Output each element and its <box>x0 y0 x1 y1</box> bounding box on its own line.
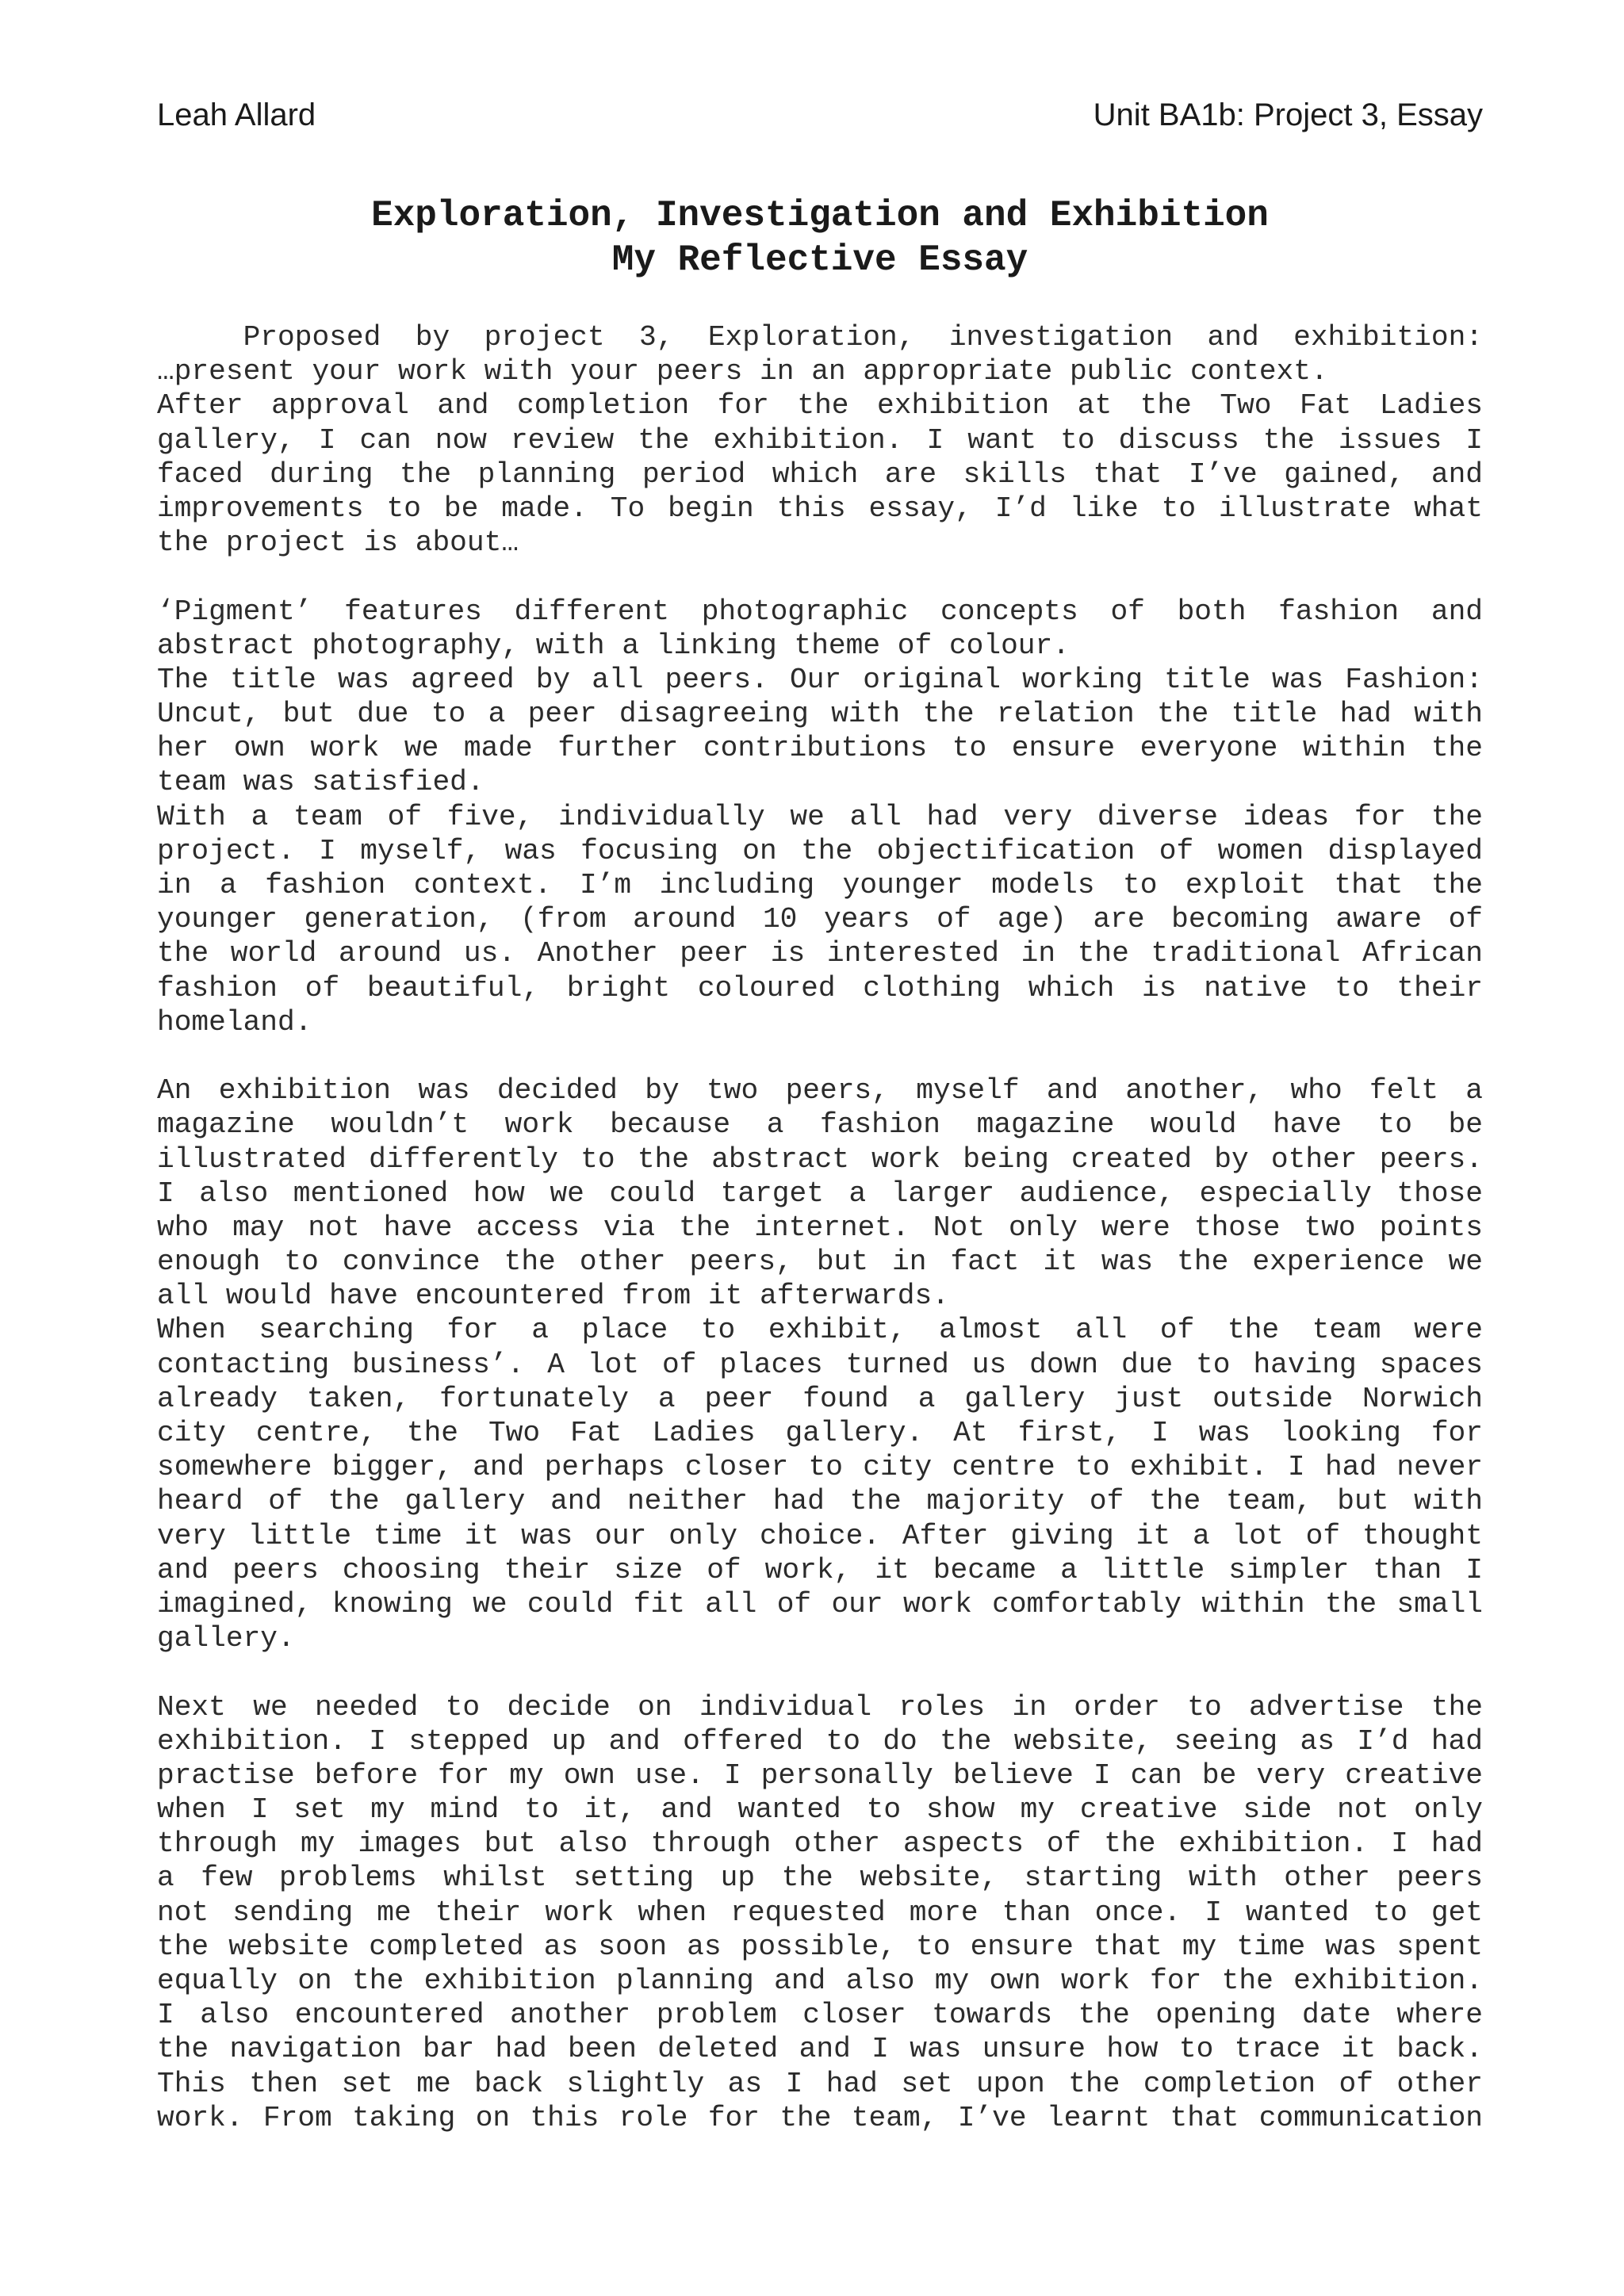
page-header <box>157 95 1483 135</box>
body-line: practise before for my own use. I personally believe I can be very creative <box>157 1758 1483 1792</box>
body-line: improvements to be made. To begin this essay, I’d like to illustrate what <box>157 492 1483 525</box>
body-line: somewhere bigger, and perhaps closer to city centre to exhibit. I had never <box>157 1451 1483 1484</box>
body-line: contacting business’. A lot of places turned us down due to having spaces <box>157 1348 1483 1381</box>
body-line: the project is about… <box>157 526 519 560</box>
body-line: heard of the gallery and neither had the majority of the team, but with <box>157 1485 1483 1518</box>
title-line-2: My Reflective Essay <box>611 239 1028 281</box>
body-line: very little time it was our only choice. After giving it a lot of thought <box>157 1519 1483 1552</box>
body-line: illustrated differently to the abstract work being created by other peers. <box>157 1142 1483 1176</box>
paragraph-break <box>157 1655 1483 1689</box>
body-line: homeland. <box>157 1005 312 1039</box>
body-line: in a fashion context. I’m including younger models to exploit that the <box>157 869 1483 901</box>
body-line: With a team of five, individually we all had very diverse ideas for the <box>157 800 1483 833</box>
body-line: the website completed as soon as possible, to ensure that my time was spent <box>157 1930 1483 1963</box>
body-line: When searching for a place to exhibit, almost all of the team were <box>157 1314 1483 1347</box>
body-line: younger generation, (from around 10 years of age) are becoming aware of <box>157 903 1483 936</box>
body-line: a few problems whilst setting up the website, starting with other peers <box>157 1862 1483 1895</box>
body-line: equally on the exhibition planning and also my own work for the exhibition. <box>157 1965 1483 1997</box>
body-line: An exhibition was decided by two peers, myself and another, who felt a <box>157 1074 1483 1108</box>
body-line: already taken, fortunately a peer found a gallery just outside Norwich <box>157 1382 1483 1415</box>
body-line: faced during the planning period which are skills that I’ve gained, and <box>157 457 1483 491</box>
body-line: when I set my mind to it, and wanted to show my creative side not only <box>157 1793 1483 1827</box>
body-line: city centre, the Two Fat Ladies gallery. At first, I was looking for <box>157 1417 1483 1449</box>
paragraph-break <box>157 560 1483 594</box>
body-line: magazine wouldn’t work because a fashion magazine would have to be <box>157 1108 1483 1142</box>
paragraph-break <box>157 1039 1483 1073</box>
body-line: project. I myself, was focusing on the objectification of women displayed <box>157 834 1483 867</box>
body-line: Proposed by project 3, Exploration, investigation and exhibition: <box>243 321 1483 354</box>
essay-title <box>157 193 1483 282</box>
body-line: who may not have access via the internet. Not only were those two points <box>157 1211 1483 1244</box>
body-line: the world around us. Another peer is interested in the traditional African <box>157 937 1483 970</box>
body-line: ‘Pigment’ features different photographic concepts of both fashion and <box>157 595 1483 628</box>
body-line: I also mentioned how we could target a larger audience, especially those <box>157 1177 1483 1210</box>
body-line: fashion of beautiful, bright coloured clothing which is native to their <box>157 971 1483 1004</box>
body-line: through my images but also through other aspects of the exhibition. I had <box>157 1827 1483 1861</box>
body-line: gallery, I can now review the exhibition. I want to discuss the issues I <box>157 423 1483 457</box>
body-line: her own work we made further contributions to ensure everyone within the <box>157 732 1483 765</box>
body-line: Uncut, but due to a peer disagreeing with the relation the title had with <box>157 698 1483 731</box>
title-line-1: Exploration, Investigation and Exhibition <box>371 195 1269 236</box>
body-line: exhibition. I stepped up and offered to do the website, seeing as I’d had <box>157 1724 1483 1758</box>
body-line: the navigation bar had been deleted and I was unsure how to trace it back. <box>157 2033 1483 2066</box>
body-line: abstract photography, with a linking theme of colour. <box>157 629 1070 662</box>
body-line: all would have encountered from it afterwards. <box>157 1280 949 1313</box>
body-line: Next we needed to decide on individual roles in order to advertise the <box>157 1690 1483 1724</box>
body-line: and peers choosing their size of work, it became a little simpler than I <box>157 1553 1483 1586</box>
unit-label: Unit BA1b: Project 3, Essay <box>1093 98 1483 132</box>
body-line: After approval and completion for the exhibition at the Two Fat Ladies <box>157 389 1483 423</box>
author-name: Leah Allard <box>157 98 316 132</box>
body-line: …present your work with your peers in an appropriate public context. <box>157 355 1328 388</box>
body-line: not sending me their work when requested more than once. I wanted to get <box>157 1896 1483 1929</box>
body-line: This then set me back slightly as I had set upon the completion of other <box>157 2067 1483 2100</box>
body-line: gallery. <box>157 1622 295 1655</box>
body-line: enough to convince the other peers, but in fact it was the experience we <box>157 1246 1483 1279</box>
body-line: team was satisfied. <box>157 766 485 799</box>
body-line: work. From taking on this role for the team, I’ve learnt that communication <box>157 2101 1483 2134</box>
essay-body <box>157 320 1483 2135</box>
body-line: I also encountered another problem closer towards the opening date where <box>157 1999 1483 2032</box>
body-line: imagined, knowing we could fit all of our work comfortably within the small <box>157 1587 1483 1621</box>
body-line: The title was agreed by all peers. Our original working title was Fashion: <box>157 663 1483 696</box>
